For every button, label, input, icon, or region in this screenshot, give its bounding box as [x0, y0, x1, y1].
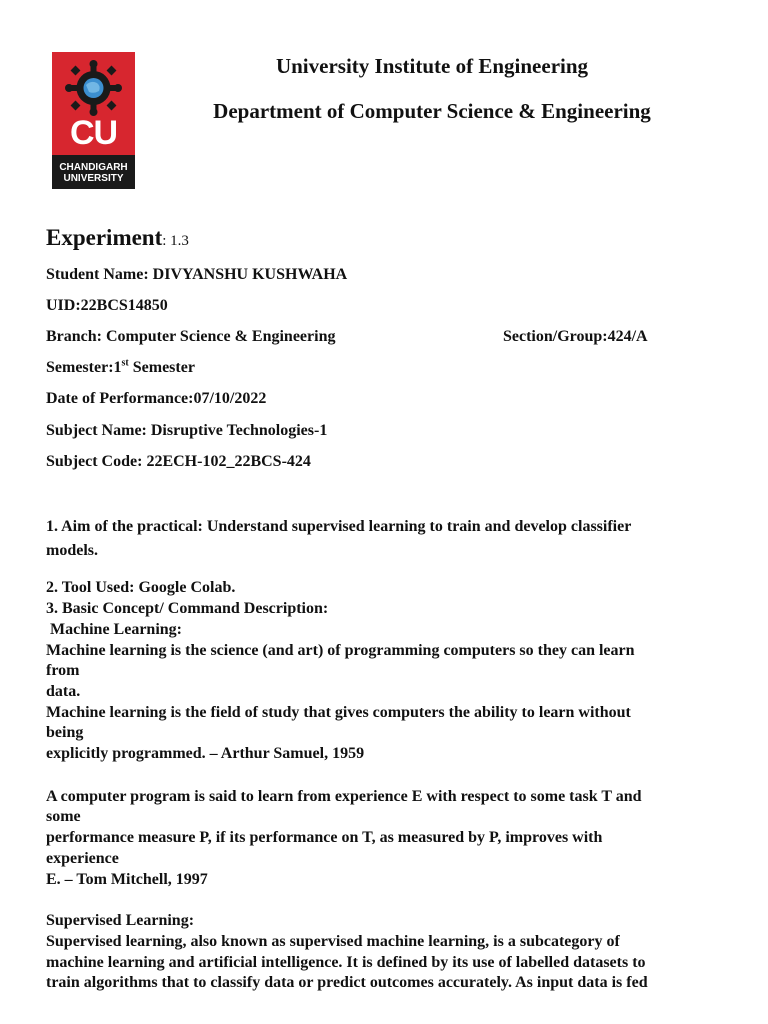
aim-line-1: 1. Aim of the practical: Understand supervised learning to train and develop classifier: [46, 518, 632, 535]
logo-name-line2: UNIVERSITY: [63, 173, 124, 184]
supervised-learning-heading: Supervised Learning:: [46, 912, 195, 929]
logo-name-line1: CHANDIGARH: [59, 162, 128, 173]
paragraph-line: data.: [46, 683, 81, 700]
student-uid: UID:22BCS14850: [46, 297, 168, 314]
department-title: Department of Computer Science & Engineering: [213, 99, 651, 123]
section-group: Section/Group:424/A: [503, 328, 648, 345]
experiment-heading: [46, 224, 189, 255]
institute-title: University Institute of Engineering: [275, 54, 589, 78]
paragraph-line: some: [46, 808, 81, 825]
date-of-performance: Date of Performance:07/10/2022: [46, 390, 267, 407]
paragraph-line: Supervised learning, also known as supervised machine learning, is a subcategory of: [46, 933, 620, 950]
experiment-label: Experiment: [46, 225, 163, 250]
semester: [46, 358, 195, 378]
semester-prefix: Semester:1: [46, 359, 122, 376]
paragraph-line: being: [46, 724, 84, 741]
student-name: Student Name: DIVYANSHU KUSHWAHA: [46, 266, 348, 283]
paragraph-line: train algorithms that to classify data or predict outcomes accurately. As input data is fed: [46, 974, 648, 991]
machine-learning-heading: Machine Learning:: [46, 621, 182, 638]
basic-concept-heading: 3. Basic Concept/ Command Description:: [46, 600, 329, 617]
aim-line-2: models.: [46, 542, 98, 559]
logo-initials: CU: [69, 114, 118, 152]
paragraph-line: Machine learning is the field of study that gives computers the ability to learn without: [46, 704, 631, 721]
subject-name: Subject Name: Disruptive Technologies-1: [46, 422, 328, 439]
subject-code: Subject Code: 22ECH-102_22BCS-424: [46, 453, 311, 470]
semester-suffix: Semester: [128, 359, 195, 376]
paragraph-line: from: [46, 662, 80, 679]
paragraph-line: E. – Tom Mitchell, 1997: [46, 871, 208, 888]
paragraph-line: A computer program is said to learn from experience E with respect to some task T and: [46, 788, 642, 805]
paragraph-line: performance measure P, if its performance on T, as measured by P, improves with: [46, 829, 603, 846]
paragraph-line: explicitly programmed. – Arthur Samuel, 1959: [46, 745, 365, 762]
paragraph-line: Machine learning is the science (and art) of programming computers so they can learn: [46, 642, 635, 659]
experiment-number: : 1.3: [162, 233, 189, 249]
paragraph-line: machine learning and artificial intelligence. It is defined by its use of labelled datasets to: [46, 954, 646, 971]
paragraph-line: experience: [46, 850, 119, 867]
tool-used: 2. Tool Used: Google Colab.: [46, 579, 236, 596]
branch: Branch: Computer Science & Engineering: [46, 328, 336, 345]
semester-ordinal: st: [121, 357, 129, 369]
